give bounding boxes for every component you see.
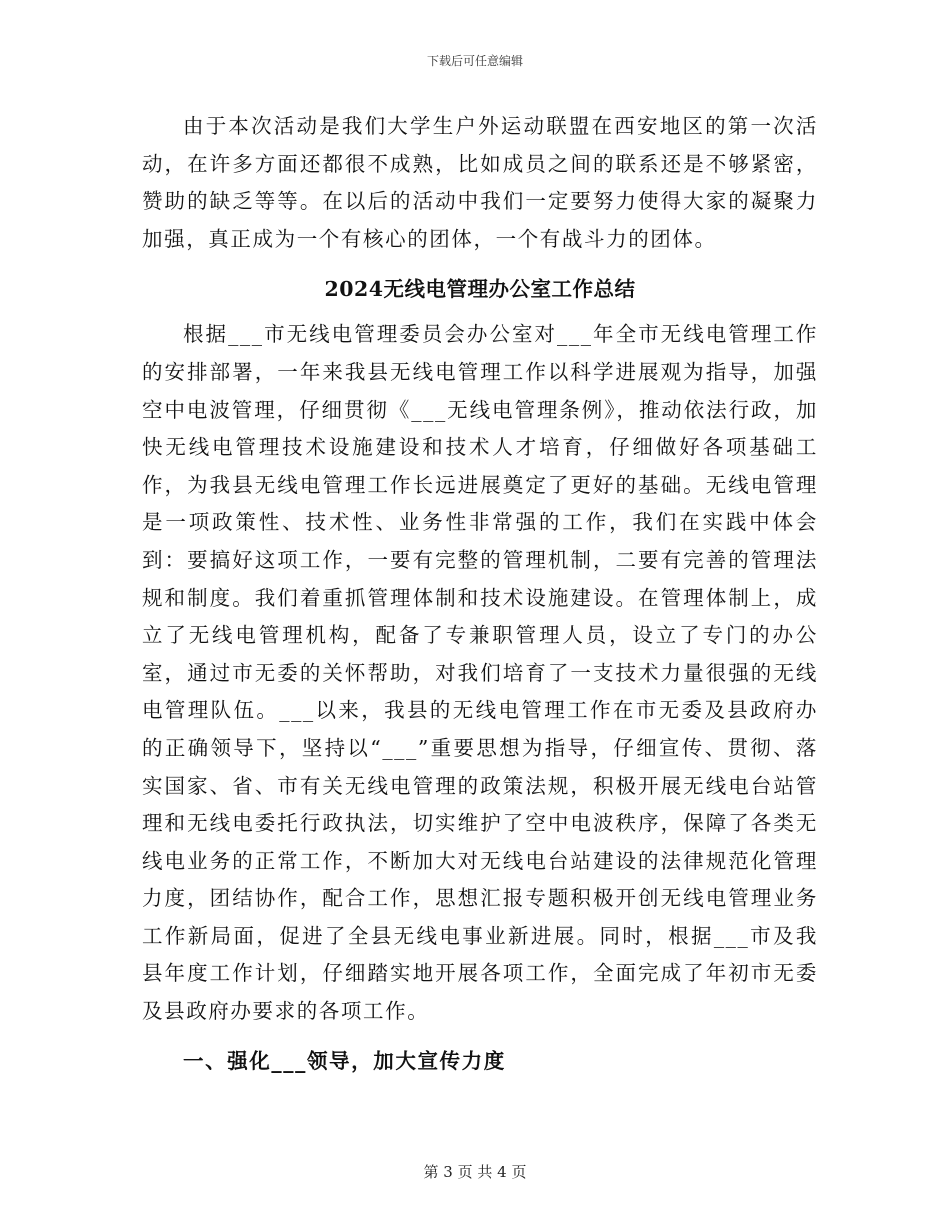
main-paragraph: 根据___市无线电管理委员会办公室对___年全市无线电管理工作的安排部署，一年来我县无线电管理工作以科学进展观为指导，加强空中电波管理，仔细贯彻《___无线电管理条例》，推动依法行政，加快无线电管理技术设施建设和技术人才培育，仔细做好各项基础工作，为我县无线电管理工作长远进展奠定了更好的基础。无线电管理是一项政策性、技术性、业务性非常强的工作，我们在实践中体会到：要搞好这项工作，一要有完整的管理机制，二要有完善的管理法规和制度。我们着重抓管理体制和技术设施建设。在管理体制上，成立了无线电管理机构，配备了专兼职管理人员，设立了专门的办公室，通过市无委的关怀帮助，对我们培育了一支技术力量很强的无线电管理队伍。___以来，我县的无线电管理工作在市无委及县政府办的正确领导下，坚持以“___”重要思想为指导，仔细宣传、贯彻、落实国家、省、市有关无线电管理的政策法规，积极开展无线电台站管理和无线电委托行政执法，切实维护了空中电波秩序，保障了各类无线电业务的正常工作，不断加大对无线电台站建设的法律规范化管理力度，团结协作，配合工作，思想汇报专题积极开创无线电管理业务工作新局面，促进了全县无线电事业新进展。同时，根据___市及我县年度工作计划，仔细踏实地开展各项工作，全面完成了年初市无委及县政府办要求的各项工作。 — [142, 322, 818, 1024]
intro-paragraph: 由于本次活动是我们大学生户外运动联盟在西安地区的第一次活动，在许多方面还都很不成熟，比如成员之间的联系还是不够紧密，赞助的缺乏等等。在以后的活动中我们一定要努力使得大家的凝聚力加强，真正成为一个有核心的团体，一个有战斗力的团体。 — [142, 114, 818, 251]
section-heading: 一、强化___领导，加大宣传力度 — [183, 1048, 506, 1073]
document-body — [142, 108, 818, 1081]
header-note: 下载后可任意编辑 — [426, 54, 523, 68]
document-title: 2024无线电管理办公室工作总结 — [324, 277, 636, 302]
page-number: 第 3 页 共 4 页 — [423, 1163, 527, 1181]
